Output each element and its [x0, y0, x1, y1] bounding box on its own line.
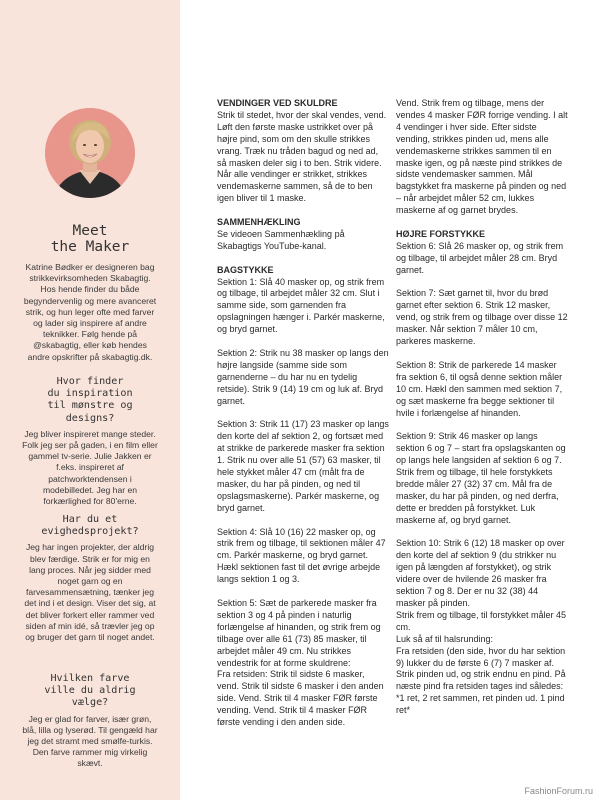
heading-vendinger: VENDINGER VED SKULDRE [217, 98, 338, 108]
answer-3-text: Jeg er glad for farver, især grøn, blå, lilla og lyserød. Til gengæld har jeg det stramt med smølfe-turkis. Den farve rammer mig virkelig skævt. [22, 713, 158, 769]
paragraph-sektion-5: Sektion 5: Sæt de parkerede masker fra sektion 3 og 4 på pinden i naturlig forlængelse af hinanden, og strik frem og tilbage over alle 61 (73) 85 masker, til arbejdet måler 49 cm. Nu strikkes vendestrik for at forme skuldrene: [217, 597, 381, 668]
question-2-heading: Har du et evighedsprojekt? [41, 514, 139, 538]
paragraph-sektion-10-strik: Strik frem og tilbage, til forstykket måler 45 cm. [396, 609, 567, 632]
question-1-block [22, 376, 158, 507]
paragraph-sektion-2: Sektion 2: Strik nu 38 masker op langs den højre langside (samme side som garnenderne – du har nu en tydelig retside). Strik 9 (14) 19 cm og luk af. Bryd garnet. [217, 347, 389, 406]
portrait-image [45, 108, 135, 198]
pattern-column-2 [396, 98, 568, 717]
question-2-block [22, 514, 158, 643]
paragraph-sektion-4: Sektion 4: Slå 10 (16) 22 masker op, og strik frem og tilbage, til sektionen måler 47 cm. Parkér maskerne, og bryd garnet. Hækl sektionen fast til det øvrige arbejde langs sektion 1 og 3. [217, 526, 386, 585]
meet-the-maker-heading: Meet the Maker [50, 223, 130, 255]
maker-portrait [45, 108, 135, 198]
heading-bagstykke: BAGSTYKKE [217, 264, 274, 275]
paragraph-sektion-3: Sektion 3: Strik 11 (17) 23 masker op langs den korte del af sektion 2, og fortsæt med at strikke de parkerede masker fra sektion 1. Strik nu over alle 51 (57) 63 masker, til hele stykket måler 47 cm (målt fra de masker, du har på pinden, og ned til opslagsmaskerne). Parkér maskerne, og bryd garnet. [217, 419, 389, 513]
question-3-block [22, 673, 158, 770]
heading-sammenhaekling: SAMMENHÆKLING [217, 217, 301, 228]
maker-intro-block [22, 262, 158, 363]
question-3-heading: Hvilken farve ville du aldrig vælge? [44, 673, 136, 709]
paragraph-sektion-9: Sektion 9: Strik 46 masker op langs sektion 6 og 7 – start fra opslagskanten og op langs hele langsiden af sektion 6 og 7. Strik frem og tilbage, til hele forstykkets bredde måler 27 (32) 37 cm. Mål fra de masker, du har på pinden, og ned derfra, dette er bredden på forstykket. Luk maskerne af, og bryd garnet. [396, 431, 566, 525]
paragraph-sammenhaekling: Se videoen Sammenhækling på Skabagtigs YouTube-kanal. [217, 228, 345, 251]
paragraph-vendinger: Strik til stedet, hvor der skal vendes, vend. Løft den første maske ustrikket over på højre pind, som om den skulle strikkes vrang. Træk nu tråden bagud og ned ad, så masken deler sig i to ben. Strik videre. Når alle vendinger er strikket, strikkes vendemaskerne sammen, så de to ben igen bliver til 1 maske. [217, 109, 387, 204]
pattern-column-1 [217, 98, 389, 729]
paragraph-sektion-7: Sektion 7: Sæt garnet til, hvor du brød garnet efter sektion 6. Strik 12 masker, vend, og strik frem og tilbage over disse 12 masker. Når sektion 7 måler 10 cm, parkeres maskerne. [396, 288, 568, 347]
paragraph-sektion-10: Sektion 10: Strik 6 (12) 18 masker op over den korte del af sektion 9 (du strikker nu igen på længden af forstykket), og strik videre over de hvilende 26 masker fra sektion 7 og 8. Der er nu 32 (38) 44 masker på pinden. [396, 538, 565, 608]
maker-intro-text: Katrine Bødker er designeren bag strikkevirksomheden Skabagtig. Hos hende finder du både begyndervenlig og mere avanceret strik, og hun leger ofte med farver og lader sig inspirere af andre teknikker. Følg hende på @skabagtig, eller køb hendes andre opskrifter på skabagtig.dk. [23, 262, 157, 362]
paragraph-sektion-1: Sektion 1: Slå 40 masker op, og strik frem og tilbage, til arbejdet måler 32 cm. Slut i samme side, som garnenden fra opslagningen hænger i. Parkér maskerne, og bryd garnet. [217, 276, 385, 335]
watermark-text: FashionForum.ru [524, 786, 593, 796]
paragraph-sektion-8: Sektion 8: Strik de parkerede 14 masker fra sektion 6, til også denne sektion måler 10 cm. Hækl den sammen med sektion 7, og sæt maskerne fra begge sektioner til hvile i forlængelse af hinanden. [396, 359, 563, 418]
question-1-heading: Hvor finder du inspiration til mønstre og designs? [47, 376, 133, 424]
maker-sidebar [0, 0, 180, 800]
paragraph-sektion-10-retsiden: Fra retsiden (den side, hvor du har sektion 9) lukker du de første 6 (7) 7 masker af. Strik pinden ud, og strik endnu en pind. På næste pind fra retsiden tages ind således: *1 ret, 2 ret sammen, ret pinden ud. 1 pind ret* [396, 645, 566, 716]
paragraph-sektion-5-retsiden: Fra retsiden: Strik til sidste 6 masker, vend. Strik til sidste 6 masker i den anden side. Vend. Strik til 4 masker FØR første vending. Vend. Strik til 4 masker FØR første vending i den anden side. [217, 669, 384, 728]
paragraph-sektion-10-luk: Luk så af til halsrunding: [396, 633, 494, 644]
paragraph-sektion-6: Sektion 6: Slå 26 masker op, og strik frem og tilbage, til arbejdet måler 28 cm. Bryd garnet. [396, 240, 564, 275]
heading-hoejre-forstykke: HØJRE FORSTYKKE [396, 228, 486, 239]
answer-1-text: Jeg bliver inspireret mange steder. Folk jeg ser på gaden, i en film eller gammel tv-serie. Julie Jakken er f.eks. inspireret af patchworktendensen i modebilledet. Jeg har en forkærlighed for 80'erne. [22, 428, 158, 507]
paragraph-vending-continued: Vend. Strik frem og tilbage, mens der vendes 4 masker FØR forrige vending. I alt 4 vendinger i hver side. Efter sidste vending, strikkes pinden ud, mens alle vendemaskerne strikkes sammen til en maske igen, og på næste pind strikkes de sidste vendemasker sammen. Mål bagstykket fra maskerne på pinden og ned – når arbejdet måler 52 cm, lukkes maskerne af og garnet brydes. [396, 98, 568, 216]
answer-2-text: Jeg har ingen projekter, der aldrig blev færdige. Strik er for mig en lang proces. Når jeg sidder med noget garn og en farvesammensætning, tænker jeg det ind i et design. Viser det sig, at det bliver forkert eller rammer ved siden af min idé, så trævler jeg op og bruger det garn til noget andet. [24, 542, 156, 643]
